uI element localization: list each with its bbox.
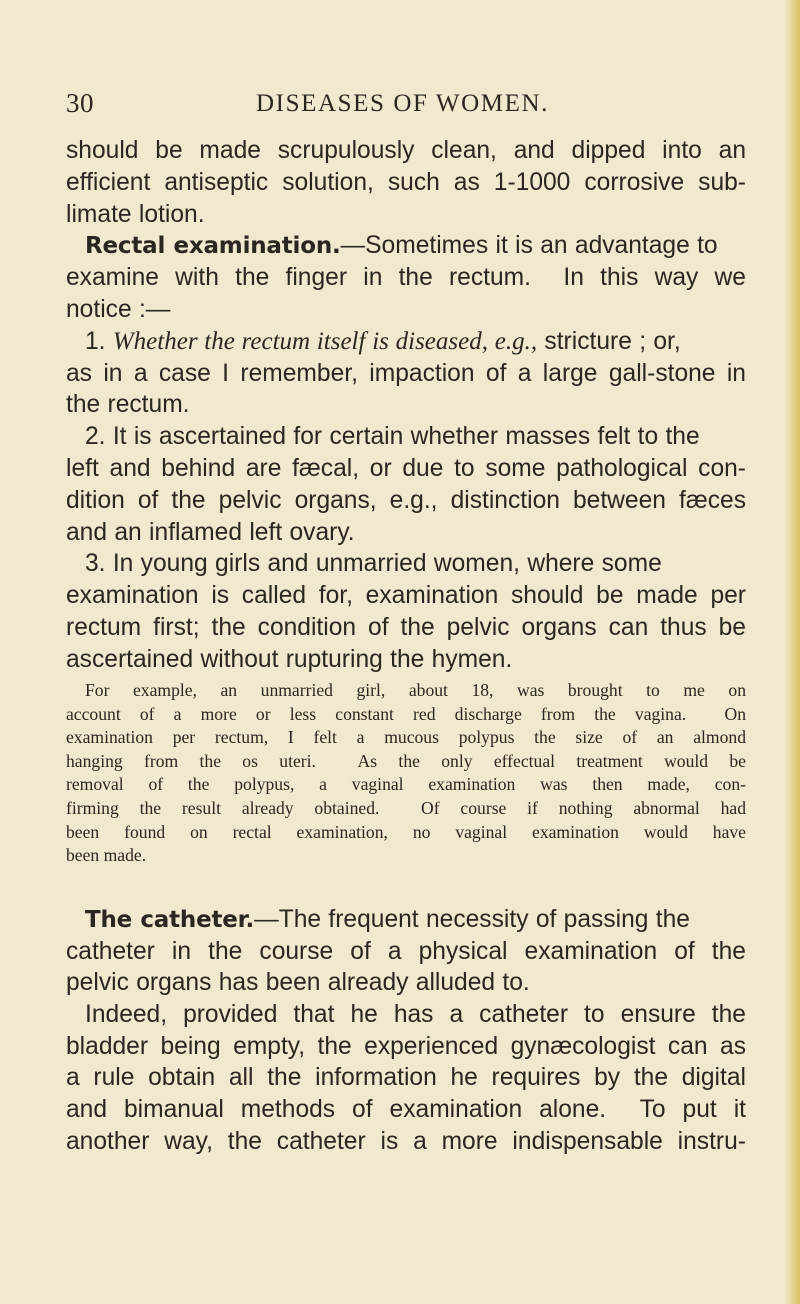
text-line: a rule obtain all the information he requires by the digital: [66, 1064, 746, 1092]
catheter-section: [66, 904, 746, 1158]
note-line: been found on rectal examination, no vaginal examination would have: [66, 821, 746, 842]
text-line: and an inflamed left ovary.: [66, 518, 355, 546]
item-1-number: 1.: [85, 327, 106, 355]
note-line: been made.: [66, 845, 147, 866]
text-line: dition of the pelvic organs, e.g., distinction between fæces: [66, 486, 746, 514]
text-line: rectum first; the condition of the pelvic organs can thus be: [66, 613, 746, 641]
note-line: hanging from the os uteri. As the only effectual treatment would be: [66, 750, 746, 771]
text-line: catheter in the course of a physical examination of the: [66, 937, 746, 965]
running-title: DISEASES OF WOMEN.: [256, 90, 549, 117]
text-line: Indeed, provided that he has a catheter to ensure the: [85, 1001, 746, 1029]
text-line: pelvic organs has been already alluded to.: [66, 969, 530, 997]
rectal-section-first-line: [66, 230, 746, 262]
text-line: and bimanual methods of examination alone. To put it: [66, 1096, 746, 1124]
text-line: ascertained without rupturing the hymen.: [66, 645, 513, 673]
note-line: account of a more or less constant red discharge from the vagina. On: [66, 703, 746, 724]
note-line: removal of the polypus, a vaginal examination was then made, con-: [66, 774, 746, 795]
text-line: should be made scrupulously clean, and dipped into an: [66, 137, 746, 164]
text-line: notice :—: [66, 295, 171, 323]
text-line: left and behind are fæcal, or due to some pathological con-: [66, 454, 746, 482]
note-line: For example, an unmarried girl, about 18, was brought to me on: [85, 680, 746, 700]
page-edge: [784, 0, 800, 1304]
item-1-rest: stricture ; or,: [537, 327, 681, 355]
text-line: —Sometimes it is an advantage to: [340, 232, 718, 260]
item-1-first-line: [66, 326, 746, 358]
text-line: bladder being empty, the experienced gynæcologist can as: [66, 1032, 746, 1060]
note-line: examination per rectum, I felt a mucous polypus the size of an almond: [66, 727, 746, 748]
catheter-first-line: [66, 904, 746, 936]
text-line: the rectum.: [66, 391, 190, 419]
note-line: firming the result already obtained. Of course if nothing abnormal had: [66, 797, 746, 818]
text-line: examine with the finger in the rectum. In this way we: [66, 264, 746, 292]
page-number: 30: [66, 88, 94, 118]
body-text: [66, 135, 746, 676]
page-header: [66, 88, 746, 128]
item-1-italic: Whether the rectum itself is diseased, e.g.,: [112, 327, 538, 355]
text-line: another way, the catheter is a more indispensable instru-: [66, 1127, 746, 1155]
text-line: examination is called for, examination should be made per: [66, 582, 746, 610]
text-line: 2. It is ascertained for certain whether masses felt to the: [85, 423, 700, 451]
text-line: 3. In young girls and unmarried women, where some: [85, 550, 662, 578]
text-line: as in a case I remember, impaction of a large gall-stone in: [66, 359, 746, 387]
text-line: limate lotion.: [66, 200, 205, 228]
case-note: [66, 679, 746, 868]
text-line: —The frequent necessity of passing the: [254, 906, 690, 933]
rectal-examination-heading: Rectal examination.: [85, 233, 341, 260]
catheter-heading: The catheter.: [85, 907, 255, 933]
text-line: efficient antiseptic solution, such as 1-1000 corrosive sub-: [66, 168, 746, 196]
